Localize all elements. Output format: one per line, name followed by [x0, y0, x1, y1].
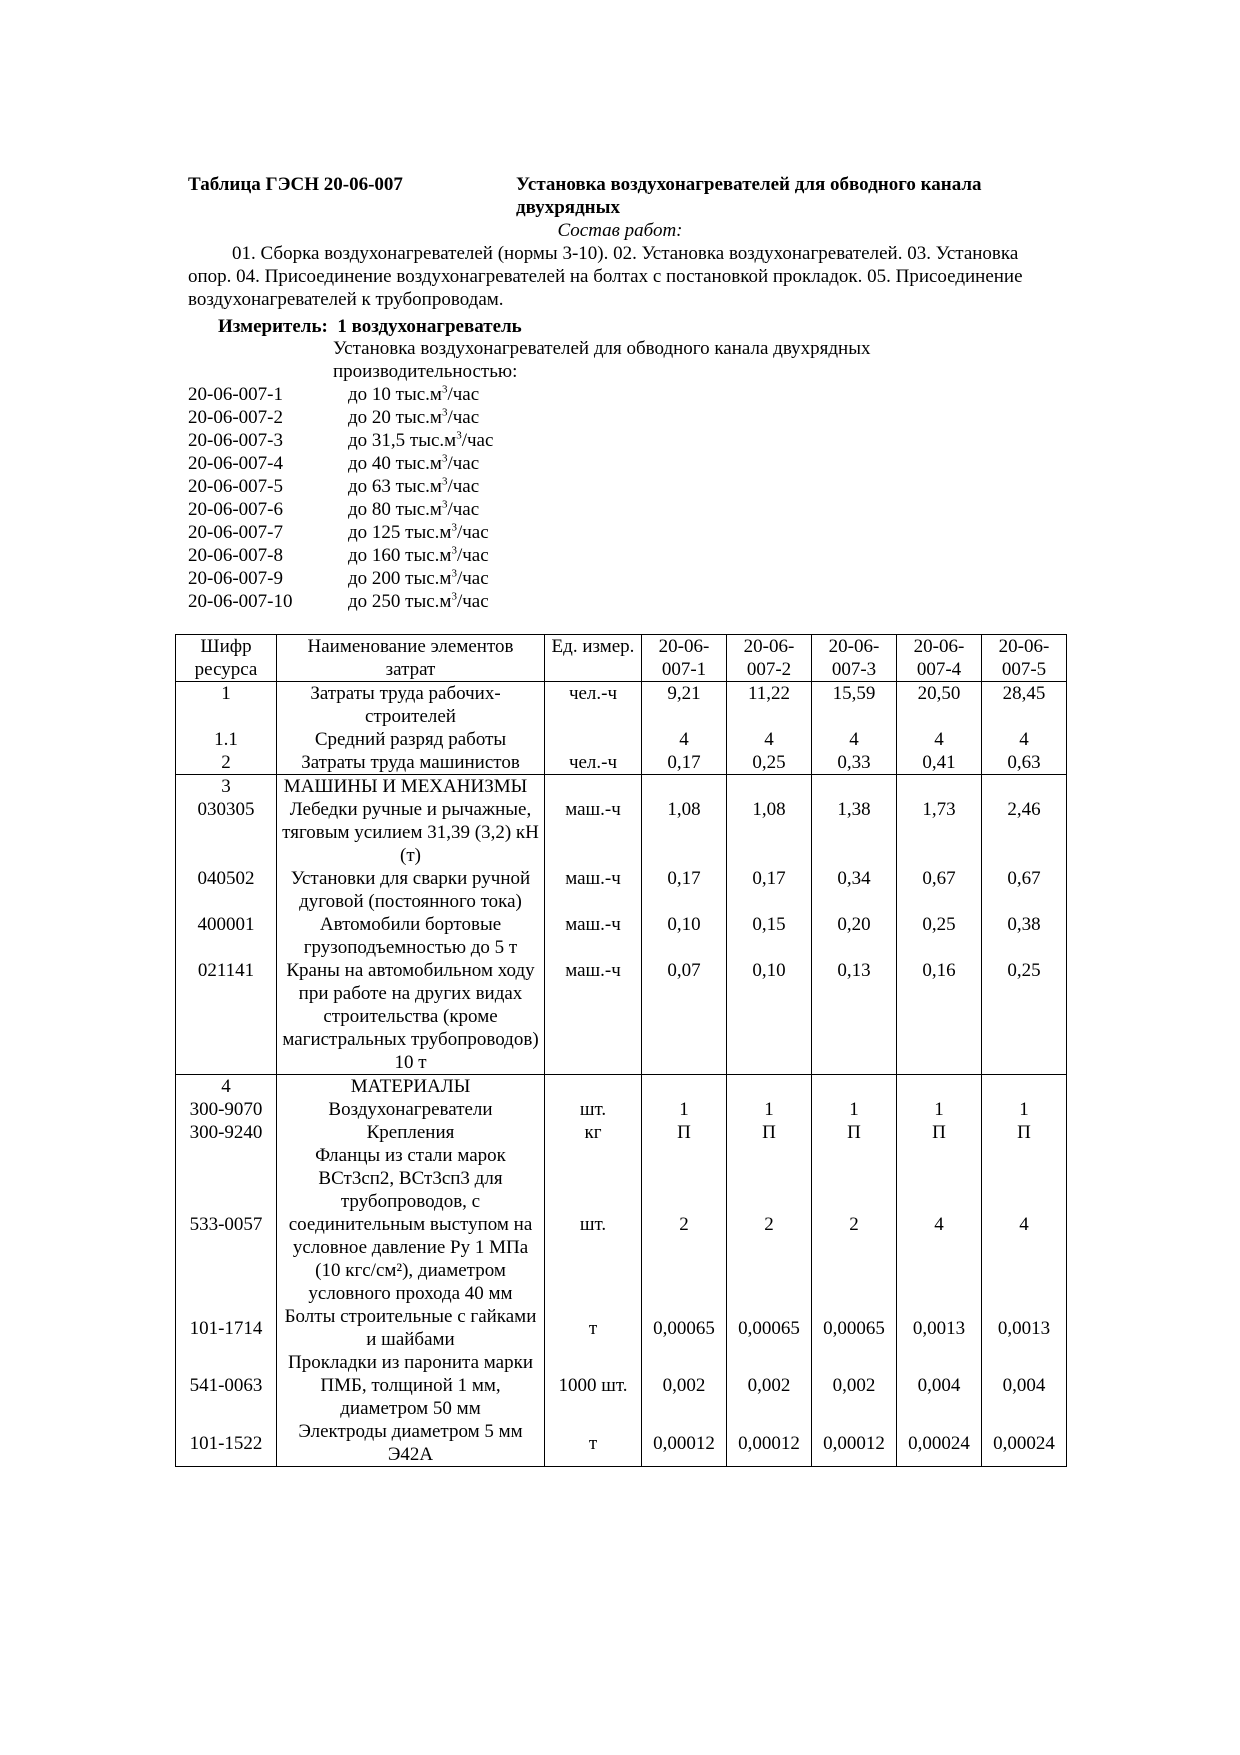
cell-value: 20,50	[897, 682, 982, 729]
cell-value: 0,15	[727, 913, 812, 959]
cell-name: Краны на автомобильном ходу при работе на других видах строительства (кроме магистральных трубопроводов) 10 т	[277, 959, 545, 1075]
variant-suffix: /час	[456, 591, 489, 612]
work-text: 01. Сборка воздухонагревателей (нормы 3-10). 02. Установка воздухонагревателей. 03. Установка опор. 04. Присоединение воздухонагревателей на болтах с постановкой прокладок. 05. Присоединение воздухонагревателей к трубопроводам.	[188, 243, 1023, 310]
variant-description	[348, 383, 479, 406]
cell-value: 28,45	[982, 682, 1067, 729]
measure-label: Измеритель:	[218, 316, 328, 337]
variant-code: 20-06-007-1	[188, 384, 283, 405]
cell-value: 0,00012	[727, 1420, 812, 1467]
cell-code: 2	[176, 751, 277, 775]
measure-line	[218, 315, 522, 338]
table-row	[176, 867, 1067, 913]
variant-sup: 3	[441, 452, 448, 465]
cell-name: Воздухонагреватели	[277, 1098, 545, 1121]
cell-value: П	[982, 1121, 1067, 1144]
header-variant-3: 20-06-007-3	[812, 635, 897, 682]
variant-prefix: до 31,5 тыс.м	[348, 430, 457, 451]
cell-value: 4	[982, 1144, 1067, 1305]
cell-value: 0,004	[897, 1351, 982, 1420]
header-variant-1: 20-06-007-1	[642, 635, 727, 682]
variant-suffix: /час	[447, 453, 480, 474]
cell-unit: маш.-ч	[545, 798, 642, 867]
cell-value	[727, 1075, 812, 1099]
cell-value: 0,67	[982, 867, 1067, 913]
cell-name: Автомобили бортовые грузоподъемностью до 5 т	[277, 913, 545, 959]
variant-prefix: до 10 тыс.м	[348, 384, 442, 405]
cell-value: 0,0013	[982, 1305, 1067, 1351]
cell-name: Установки для сварки ручной дуговой (постоянного тока)	[277, 867, 545, 913]
cell-value	[642, 775, 727, 799]
variant-sup: 3	[451, 567, 457, 580]
table-row	[176, 728, 1067, 751]
work-heading: Состав работ:	[557, 220, 683, 241]
cell-value: 0,25	[727, 751, 812, 775]
cell-value: 0,16	[897, 959, 982, 1075]
cell-value: 0,00065	[727, 1305, 812, 1351]
cell-code: 040502	[176, 867, 277, 913]
cell-value: 0,004	[982, 1351, 1067, 1420]
cell-value: 4	[897, 728, 982, 751]
cell-value: 4	[727, 728, 812, 751]
cell-value: 1,38	[812, 798, 897, 867]
cell-value: 1	[982, 1098, 1067, 1121]
cell-value	[642, 1075, 727, 1099]
cell-value	[897, 1075, 982, 1099]
cell-value: 0,17	[642, 751, 727, 775]
cell-unit: т	[545, 1305, 642, 1351]
variant-prefix: до 80 тыс.м	[348, 499, 442, 520]
cell-value: 0,17	[642, 867, 727, 913]
cell-value: 0,25	[982, 959, 1067, 1075]
cell-value: 11,22	[727, 682, 812, 729]
table-row	[176, 775, 1067, 799]
variant-code: 20-06-007-8	[188, 545, 283, 566]
table-row	[176, 913, 1067, 959]
cell-unit: шт.	[545, 1144, 642, 1305]
variant-description	[348, 452, 479, 475]
cell-value: П	[727, 1121, 812, 1144]
variant-suffix: /час	[447, 476, 480, 497]
cell-unit: шт.	[545, 1098, 642, 1121]
variant-description	[348, 406, 479, 429]
cell-name: Фланцы из стали марок ВСт3сп2, ВСт3сп3 для трубопроводов, с соединительным выступом на условное давление Ру 1 МПа (10 кгс/см²), диаметром условного прохода 40 мм	[277, 1144, 545, 1305]
variant-sup: 3	[451, 521, 457, 534]
variant-sup: 3	[441, 475, 448, 488]
cell-value: 0,34	[812, 867, 897, 913]
cell-value: 1	[812, 1098, 897, 1121]
cell-code: 101-1714	[176, 1305, 277, 1351]
cell-value: 0,0013	[897, 1305, 982, 1351]
header-name: Наименование элементов затрат	[277, 635, 545, 682]
cell-value: 0,10	[642, 913, 727, 959]
variant-item	[188, 475, 493, 498]
cell-unit: 1000 шт.	[545, 1351, 642, 1420]
cell-value: 0,13	[812, 959, 897, 1075]
table-code-title: Таблица ГЭСН 20-06-007	[188, 174, 403, 195]
header-unit: Ед. измер.	[545, 635, 642, 682]
cell-value	[982, 1075, 1067, 1099]
cell-unit: маш.-ч	[545, 959, 642, 1075]
cell-code: 300-9240	[176, 1121, 277, 1144]
cell-value: 0,07	[642, 959, 727, 1075]
variant-sup: 3	[441, 383, 448, 396]
variant-description	[348, 567, 489, 590]
header-variant-4: 20-06-007-4	[897, 635, 982, 682]
variant-item	[188, 567, 493, 590]
variant-item	[188, 383, 493, 406]
variant-item	[188, 406, 493, 429]
variant-code: 20-06-007-4	[188, 453, 283, 474]
cell-value: 4	[642, 728, 727, 751]
cell-unit	[545, 728, 642, 751]
cell-value: 0,00012	[812, 1420, 897, 1467]
table-row	[176, 1075, 1067, 1099]
variant-code: 20-06-007-10	[188, 591, 293, 612]
cell-value: П	[897, 1121, 982, 1144]
cell-name: Лебедки ручные и рычажные, тяговым усилием 31,39 (3,2) кН (т)	[277, 798, 545, 867]
cell-value: 4	[982, 728, 1067, 751]
table-row	[176, 1144, 1067, 1305]
variant-item	[188, 452, 493, 475]
table-row	[176, 1420, 1067, 1467]
table-name-title: Установка воздухонагревателей для обводного канала двухрядных	[516, 174, 982, 218]
variant-code: 20-06-007-2	[188, 407, 283, 428]
resources-table	[175, 634, 1067, 1467]
variant-sup: 3	[441, 498, 448, 511]
variant-suffix: /час	[461, 430, 494, 451]
cell-value: 0,00065	[642, 1305, 727, 1351]
cell-name: Прокладки из паронита марки ПМБ, толщиной 1 мм, диаметром 50 мм	[277, 1351, 545, 1420]
cell-unit: маш.-ч	[545, 867, 642, 913]
variant-suffix: /час	[447, 384, 480, 405]
measure-value: 1 воздухонагреватель	[337, 316, 522, 337]
cell-code: 021141	[176, 959, 277, 1075]
table-row	[176, 959, 1067, 1075]
cell-value: 0,002	[727, 1351, 812, 1420]
variant-code: 20-06-007-9	[188, 568, 283, 589]
variant-prefix: до 250 тыс.м	[348, 591, 452, 612]
cell-value: 15,59	[812, 682, 897, 729]
table-row	[176, 682, 1067, 729]
cell-code: 1.1	[176, 728, 277, 751]
variant-sup: 3	[456, 429, 462, 442]
cell-code: 3	[176, 775, 277, 799]
variant-sup: 3	[441, 406, 448, 419]
cell-name: Крепления	[277, 1121, 545, 1144]
variant-description	[348, 429, 493, 452]
cell-value: 0,10	[727, 959, 812, 1075]
table-row	[176, 798, 1067, 867]
cell-value: П	[642, 1121, 727, 1144]
cell-value: 1	[642, 1098, 727, 1121]
variant-description	[348, 590, 489, 613]
variant-prefix: до 125 тыс.м	[348, 522, 452, 543]
cell-value: 0,63	[982, 751, 1067, 775]
cell-unit: чел.-ч	[545, 682, 642, 729]
cell-value	[812, 1075, 897, 1099]
cell-code: 4	[176, 1075, 277, 1099]
table-row	[176, 1351, 1067, 1420]
table-row	[176, 1305, 1067, 1351]
variant-prefix: до 40 тыс.м	[348, 453, 442, 474]
variants-list	[188, 383, 493, 613]
cell-value: 0,17	[727, 867, 812, 913]
variants-intro: Установка воздухонагревателей для обводного канала двухрядных производительностью:	[333, 338, 871, 382]
cell-value: 0,41	[897, 751, 982, 775]
cell-value: 0,00065	[812, 1305, 897, 1351]
cell-value: 1,08	[642, 798, 727, 867]
cell-code: 400001	[176, 913, 277, 959]
cell-value: 0,25	[897, 913, 982, 959]
cell-value	[982, 775, 1067, 799]
variant-description	[348, 498, 479, 521]
variant-code: 20-06-007-7	[188, 522, 283, 543]
variant-description	[348, 475, 479, 498]
cell-value: 9,21	[642, 682, 727, 729]
cell-value	[897, 775, 982, 799]
cell-code: 300-9070	[176, 1098, 277, 1121]
variant-sup: 3	[451, 590, 457, 603]
cell-name: Болты строительные с гайками и шайбами	[277, 1305, 545, 1351]
cell-value: 2	[642, 1144, 727, 1305]
cell-value: 0,38	[982, 913, 1067, 959]
cell-value: 2	[812, 1144, 897, 1305]
table-row	[176, 1098, 1067, 1121]
variant-code: 20-06-007-5	[188, 476, 283, 497]
variant-code: 20-06-007-6	[188, 499, 283, 520]
variant-item	[188, 429, 493, 452]
cell-value: 0,002	[812, 1351, 897, 1420]
cell-value	[727, 775, 812, 799]
variant-prefix: до 63 тыс.м	[348, 476, 442, 497]
variant-suffix: /час	[456, 545, 489, 566]
header-code: Шифр ресурса	[176, 635, 277, 682]
cell-name: Электроды диаметром 5 мм Э42А	[277, 1420, 545, 1467]
cell-value: 4	[812, 728, 897, 751]
header-variant-5: 20-06-007-5	[982, 635, 1067, 682]
table-body	[176, 682, 1067, 1467]
cell-value: 1	[727, 1098, 812, 1121]
cell-code: 1	[176, 682, 277, 729]
variant-description	[348, 521, 489, 544]
cell-value: 2	[727, 1144, 812, 1305]
variant-suffix: /час	[456, 568, 489, 589]
cell-unit: т	[545, 1420, 642, 1467]
cell-value: 0,20	[812, 913, 897, 959]
cell-value: 0,00024	[982, 1420, 1067, 1467]
cell-value: П	[812, 1121, 897, 1144]
variant-prefix: до 200 тыс.м	[348, 568, 452, 589]
cell-value: 1	[897, 1098, 982, 1121]
cell-name: Средний разряд работы	[277, 728, 545, 751]
cell-name: МАТЕРИАЛЫ	[277, 1075, 545, 1099]
cell-unit: чел.-ч	[545, 751, 642, 775]
variant-item	[188, 498, 493, 521]
cell-value: 0,002	[642, 1351, 727, 1420]
header-variant-2: 20-06-007-2	[727, 635, 812, 682]
cell-value: 0,00012	[642, 1420, 727, 1467]
variant-item	[188, 544, 493, 567]
cell-value: 0,00024	[897, 1420, 982, 1467]
cell-code: 541-0063	[176, 1351, 277, 1420]
variant-prefix: до 20 тыс.м	[348, 407, 442, 428]
cell-value: 1,73	[897, 798, 982, 867]
cell-value: 1,08	[727, 798, 812, 867]
variant-suffix: /час	[447, 407, 480, 428]
variant-item	[188, 521, 493, 544]
table-row	[176, 1121, 1067, 1144]
variant-description	[348, 544, 489, 567]
cell-name: Затраты труда рабочих-строителей	[277, 682, 545, 729]
cell-value: 0,33	[812, 751, 897, 775]
cell-unit	[545, 1075, 642, 1099]
variant-code: 20-06-007-3	[188, 430, 283, 451]
cell-unit: кг	[545, 1121, 642, 1144]
cell-code: 101-1522	[176, 1420, 277, 1467]
cell-value: 2,46	[982, 798, 1067, 867]
table-header-row	[176, 635, 1067, 682]
variant-item	[188, 590, 493, 613]
cell-value	[812, 775, 897, 799]
variant-sup: 3	[451, 544, 457, 557]
table-row	[176, 751, 1067, 775]
cell-name: МАШИНЫ И МЕХАНИЗМЫ	[277, 775, 545, 799]
cell-value: 4	[897, 1144, 982, 1305]
cell-unit	[545, 775, 642, 799]
variant-suffix: /час	[456, 522, 489, 543]
variant-suffix: /час	[447, 499, 480, 520]
variant-prefix: до 160 тыс.м	[348, 545, 452, 566]
cell-value: 0,67	[897, 867, 982, 913]
cell-code: 533-0057	[176, 1144, 277, 1305]
cell-name: Затраты труда машинистов	[277, 751, 545, 775]
cell-code: 030305	[176, 798, 277, 867]
cell-unit: маш.-ч	[545, 913, 642, 959]
